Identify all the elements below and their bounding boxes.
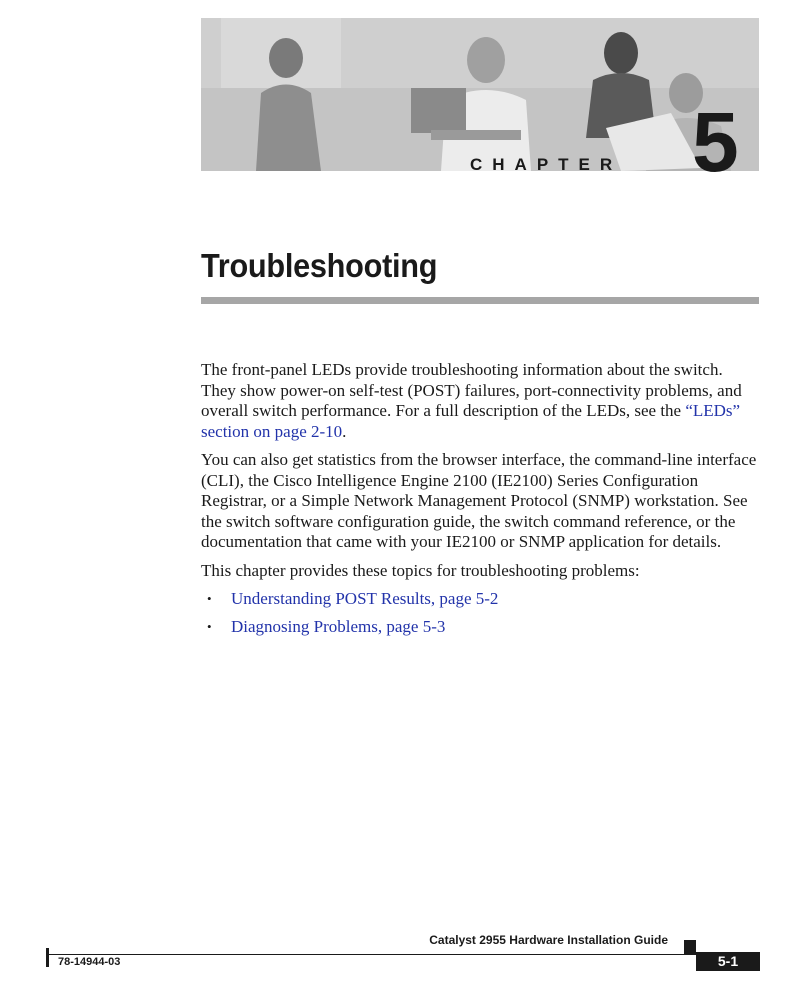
chapter-banner-photo <box>201 18 759 171</box>
footer-page-number: 5-1 <box>696 952 760 971</box>
footer-change-bar <box>46 948 49 967</box>
chapter-number: 5 <box>692 95 739 189</box>
intro-paragraph-1 <box>201 360 761 442</box>
topic-item <box>201 589 761 617</box>
topic-link-diagnosing-problems[interactable]: Diagnosing Problems, page 5-3 <box>231 617 446 636</box>
footer-rule <box>46 954 696 955</box>
topic-item <box>201 617 761 645</box>
page-title: Troubleshooting <box>201 247 438 284</box>
intro-paragraph-1-end: . <box>342 421 347 441</box>
chapter-body <box>201 360 761 645</box>
intro-paragraph-3: This chapter provides these topics for troubleshooting problems: <box>201 560 640 580</box>
chapter-label: CHAPTER <box>470 155 623 174</box>
bullet-icon: • <box>207 619 212 634</box>
title-rule <box>201 297 759 304</box>
intro-paragraph-2: You can also get statistics from the browser interface, the command-line interface (CLI), the Cisco Intelligence Engine 2100 (IE2100) Series Configuration Registrar, or a Simple Network Management Protocol (SNMP) workstation. See the switch software configuration guide, the switch command reference, or the documentation that came with your IE2100 or SNMP application for details. <box>201 450 757 551</box>
bullet-icon: • <box>207 591 212 606</box>
topic-list <box>201 589 761 645</box>
people-photo-illustration <box>201 18 759 171</box>
footer-book-title: Catalyst 2955 Hardware Installation Guide <box>429 933 668 947</box>
leds-section-link[interactable]: “LEDs” section on page 2-10 <box>201 401 741 441</box>
topic-link-post-results[interactable]: Understanding POST Results, page 5-2 <box>231 589 499 608</box>
footer-doc-number: 78-14944-03 <box>58 956 121 968</box>
intro-paragraph-1-text: The front-panel LEDs provide troubleshooting information about the switch. They show power-on self-test (POST) failures, port-connectivity problems, and overall switch performance. For a full description of the LEDs, see the <box>201 360 742 420</box>
footer-corner-block <box>684 940 696 954</box>
